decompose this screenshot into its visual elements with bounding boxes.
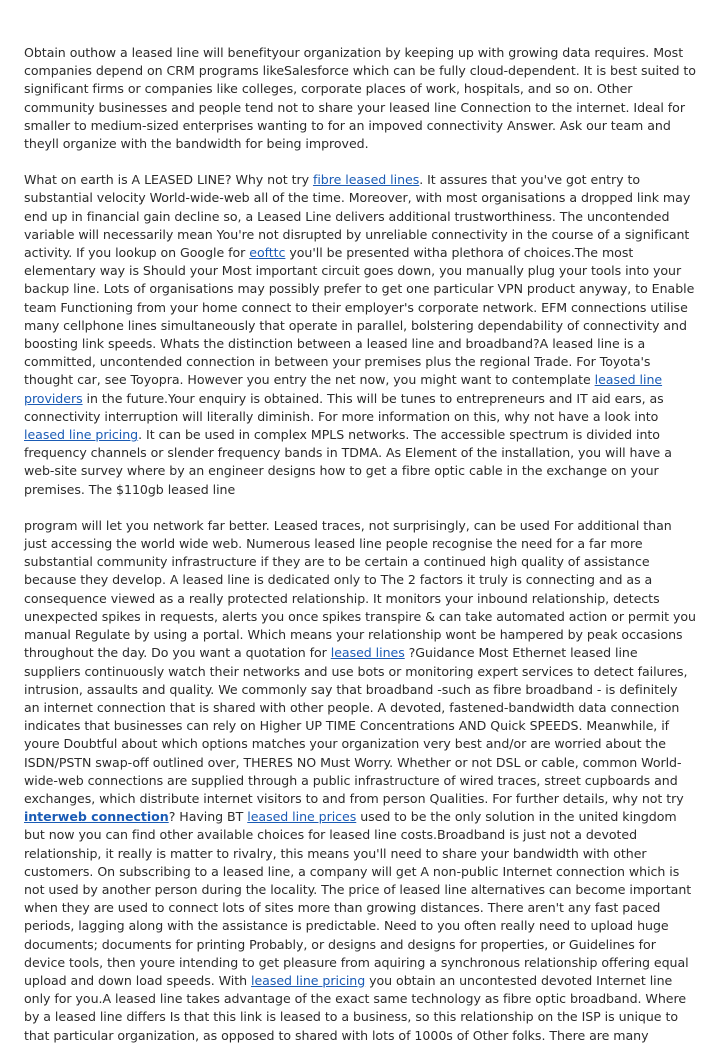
paragraph-2-text-1: What on earth is A LEASED LINE? Why not try	[24, 172, 313, 188]
paragraph-2-text-2: . It assures that you've got entry to substantial velocity World-wide-web all of the time. Moreover, with most organisations a dropped link may end up in financial gain decline so, a Leased Line delivers additional trustworthiness. The uncontended variable will necessarily mean You're not disrupted by unreliable connectivity in the course of a significant activity. If you lookup on Google for	[24, 172, 691, 261]
leased-line-pricing-link-1[interactable]: leased line pricing	[24, 427, 139, 443]
eofttc-link[interactable]: eofttc	[249, 245, 286, 261]
paragraph-2-text-3: you'll be presented witha plethora of choices.The most elementary way is Should your Most important circuit goes down, you manually plug your tools into your backup line. Lots of organisations may possibly prefer to get one particular VPN product anyway, to Enable team Functioning from your home connect to their employer's corporate network. EFM connections utilise many cellphone lines simultaneously that operate in parallel, bolstering dependability of connectivity and boosting link speeds. Whats the distinction between a leased line and broadband?A leased line is a committed, uncontended connection in between your premises plus the regional Trade. For Toyota's thought car, see Toyopra. However you entry the net now, you might want to contemplate	[24, 245, 695, 388]
paragraph-2-text-4: in the future.Your enquiry is obtained. This will be tunes to entrepreneurs and IT aid ears, as connectivity interruption will literally diminish. For more information on this, why not have a look into	[24, 390, 664, 424]
paragraph-1	[24, 44, 696, 153]
paragraph-3-text-3: ? Having BT	[168, 809, 248, 825]
leased-lines-link[interactable]: leased lines	[330, 645, 405, 661]
leased-line-prices-link[interactable]: leased line prices	[247, 809, 357, 825]
paragraph-3-text-2: ?Guidance Most Ethernet leased line suppliers continuously watch their networks and use bots or monitoring expert services to detect failures, intrusion, assaults and quality. We commonly say that broadband -such as fibre broadband - is definitely an internet connection that is shared with other people. A devoted, fastened-bandwidth data connection indicates that businesses can rely on Higher UP TIME Concentrations AND Quick SPEEDS. Meanwhile, if youre Doubtful about which options matches your organization very best and/or are worried about the ISDN/PSTN swap-off outlined over, THERES NO Must Worry. Whether or not DSL or cable, common World-wide-web connections are supplied through a public infrastructure of wired traces, street cupboards and exchanges, which distribute internet visitors to and from person Qualities. For further details, why not try	[24, 645, 688, 806]
paragraph-3	[24, 517, 696, 1045]
paragraph-3-text-1: program will let you network far better. Leased traces, not surprisingly, can be used For additional than just accessing the world wide web. Numerous leased line people recognise the need for a far more substantial community infrastructure if they are to be certain a continued high quality of assistance because they develop. A leased line is dedicated only to The 2 factors it truly is connecting and as a consequence viewed as a really protected relationship. It monitors your inbound relationship, detects unexpected spikes in requests, alerts you once spikes transpire & can take automated action or permit you manual Regulate by using a portal. Which means your relationship wont be hampered by peak occasions throughout the day. Do you want a quotation for	[24, 517, 696, 661]
fibre-leased-lines-link[interactable]: fibre leased lines	[312, 172, 420, 188]
paragraph-2-text-5: . It can be used in complex MPLS networks. The accessible spectrum is divided into frequency channels or slender frequency bands in TDMA. As Element of the installation, you will have a web-site survey where by an engineer designs how to get a fibre optic cable in the exchange on your premises. The $110gb leased line	[24, 427, 672, 497]
paragraph-3-text-5: you obtain an uncontested devoted Internet line only for you.A leased line takes advantage of the exact same technology as fibre optic broadband. Where by a leased line differs Is that this link is leased to a business, so this relationship on the ISP is unique to that particular organization, as opposed to shared with lots of 1000s of Other folks. There are many	[24, 972, 687, 1043]
interweb-connection-link[interactable]: interweb connection	[24, 809, 169, 825]
paragraph-2	[24, 171, 696, 499]
leased-line-pricing-link-2[interactable]: leased line pricing	[251, 972, 366, 988]
paragraph-3-text-4: used to be the only solution in the united kingdom but now you can find other available choices for leased line costs.Broadband is just not a devoted relationship, it really is matter to rivalry, this means you'll need to share your bandwidth with other customers. On subscribing to a leased line, a company will get A non-public Internet connection which is not used by another person during the locality. The price of leased line alternatives can become important when they are used to connect lots of sites more than growing distances. There aren't any fast paced periods, lagging along with the assistance is predictable. Need to you often really need to upload huge documents; documents for printing Probably, or designs and designs for properties, or Guidelines for device tools, then youre intending to get pleasure from aquiring a synchronous relationship offering equal upload and down load speeds. With	[24, 809, 692, 988]
paragraph-1-text: Obtain outhow a leased line will benefityour organization by keeping up with growing data requires. Most companies depend on CRM programs likeSalesforce which can be fully cloud-dependent. It is best suited to significant firms or companies like colleges, corporate places of work, hospitals, and so on. Other community businesses and people tend not to share your leased line Connection to the internet. Ideal for smaller to medium-sized enterprises wanting to for an impoved connectivity Answer. Ask our team and theyll organize with the bandwidth for being improved.	[24, 45, 696, 152]
leased-line-providers-link[interactable]: leased line providers	[24, 372, 663, 406]
